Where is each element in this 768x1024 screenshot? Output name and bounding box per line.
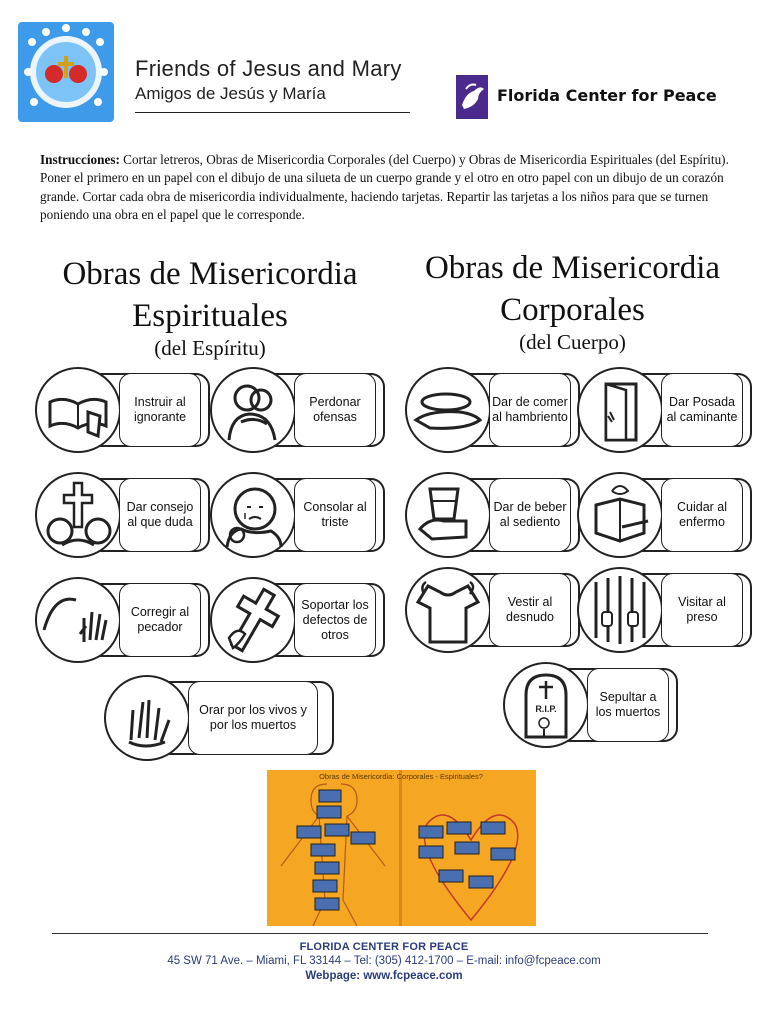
org-title: Friends of Jesus and Mary: [135, 56, 402, 81]
hug-icon: [210, 367, 296, 453]
card-corporal-5: [405, 567, 580, 653]
door-icon: [577, 367, 663, 453]
card-label: Dar consejo al que duda: [119, 478, 201, 552]
raised-hand-icon: [35, 577, 121, 663]
bread-icon: [405, 367, 491, 453]
spiritual-title: [30, 254, 390, 336]
card-label: Orar por los vivos y por los muertos: [188, 681, 318, 755]
instructions-text: Cortar letreros, Obras de Misericordia Corporales (del Cuerpo) y Obras de Misericordia Espirituales (del Espíritu). Poner el primero en un papel con el dibujo de una silueta de un cuerpo grande y el otro en otro papel con un dibujo de un corazón grande. Cortar cada obra de misericordia individualmente, haciendo tarjetas. Repartir las tarjetas a los niños para que se turnen poniendo una obra en el papel que le corresponde.: [40, 152, 729, 223]
card-corporal-2: [577, 367, 752, 453]
card-label: Instruir al ignorante: [119, 373, 201, 447]
card-label: Dar de comer al hambriento: [489, 373, 571, 447]
gift-box-icon: [577, 472, 663, 558]
card-label: Visitar al preso: [661, 573, 743, 647]
book-icon: [35, 367, 121, 453]
glass-icon: [405, 472, 491, 558]
spiritual-paren: (del Espíritu): [154, 336, 266, 360]
shirt-icon: [405, 567, 491, 653]
corporal-title-line1: Obras de Misericordia: [424, 250, 721, 286]
rip-text: R.I.P.: [535, 704, 557, 714]
spiritual-title-line1: Obras de Misericordia: [62, 256, 358, 292]
corporal-paren: (del Cuerpo): [519, 330, 626, 354]
corporal-title-line2: Corporales: [500, 292, 645, 328]
card-label: Sepultar a los muertos: [587, 668, 669, 742]
card-spiritual-5: [35, 577, 210, 663]
footer-web: Webpage: www.fcpeace.com: [305, 970, 463, 982]
card-label: Dar de beber al sediento: [489, 478, 571, 552]
instructions: [40, 151, 760, 225]
praying-hands-icon: [104, 675, 190, 761]
card-label: Corregir al pecador: [119, 583, 201, 657]
card-corporal-1: [405, 367, 580, 453]
footer-address: 45 SW 71 Ave. – Miami, FL 33144 – Tel: (305) 412-1700 – E-mail: info@fcpeace.com: [167, 955, 601, 967]
card-spiritual-7: [104, 675, 334, 761]
card-corporal-6: [577, 567, 752, 653]
card-spiritual-4: [210, 472, 385, 558]
card-label: Consolar al triste: [294, 478, 376, 552]
card-corporal-4: [577, 472, 752, 558]
cross-icon: [35, 472, 121, 558]
corporal-title: [390, 248, 755, 330]
footer-org: FLORIDA CENTER FOR PEACE: [299, 941, 469, 953]
card-spiritual-2: [210, 367, 385, 453]
crying-face-icon: [210, 472, 296, 558]
card-label: Perdonar ofensas: [294, 373, 376, 447]
card-label: Dar Posada al caminante: [661, 373, 743, 447]
card-label: Vestir al desnudo: [489, 573, 571, 647]
card-label: Soportar los defectos de otros: [294, 583, 376, 657]
card-label: Cuidar al enfermo: [661, 478, 743, 552]
header-rule: [135, 112, 410, 113]
partner-name: Florida Center for Peace: [497, 86, 717, 105]
org-subtitle: Amigos de Jesús y María: [135, 84, 326, 103]
card-corporal-3: [405, 472, 580, 558]
card-corporal-7: [503, 662, 678, 748]
tombstone-icon: [503, 662, 589, 748]
friends-of-jesus-mary-logo: [18, 22, 114, 122]
footer-rule: [52, 933, 708, 934]
carry-cross-icon: [210, 577, 296, 663]
photo-caption: Obras de Misericordia: Corporales - Espirituales?: [319, 772, 483, 781]
card-spiritual-6: [210, 577, 385, 663]
spiritual-title-line2: Espirituales: [132, 298, 288, 334]
card-spiritual-3: [35, 472, 210, 558]
instructions-label: Instrucciones:: [40, 152, 120, 167]
prison-bars-icon: [577, 567, 663, 653]
card-spiritual-1: [35, 367, 210, 453]
activity-photo: [267, 770, 536, 926]
dove-logo-icon: [456, 75, 488, 119]
